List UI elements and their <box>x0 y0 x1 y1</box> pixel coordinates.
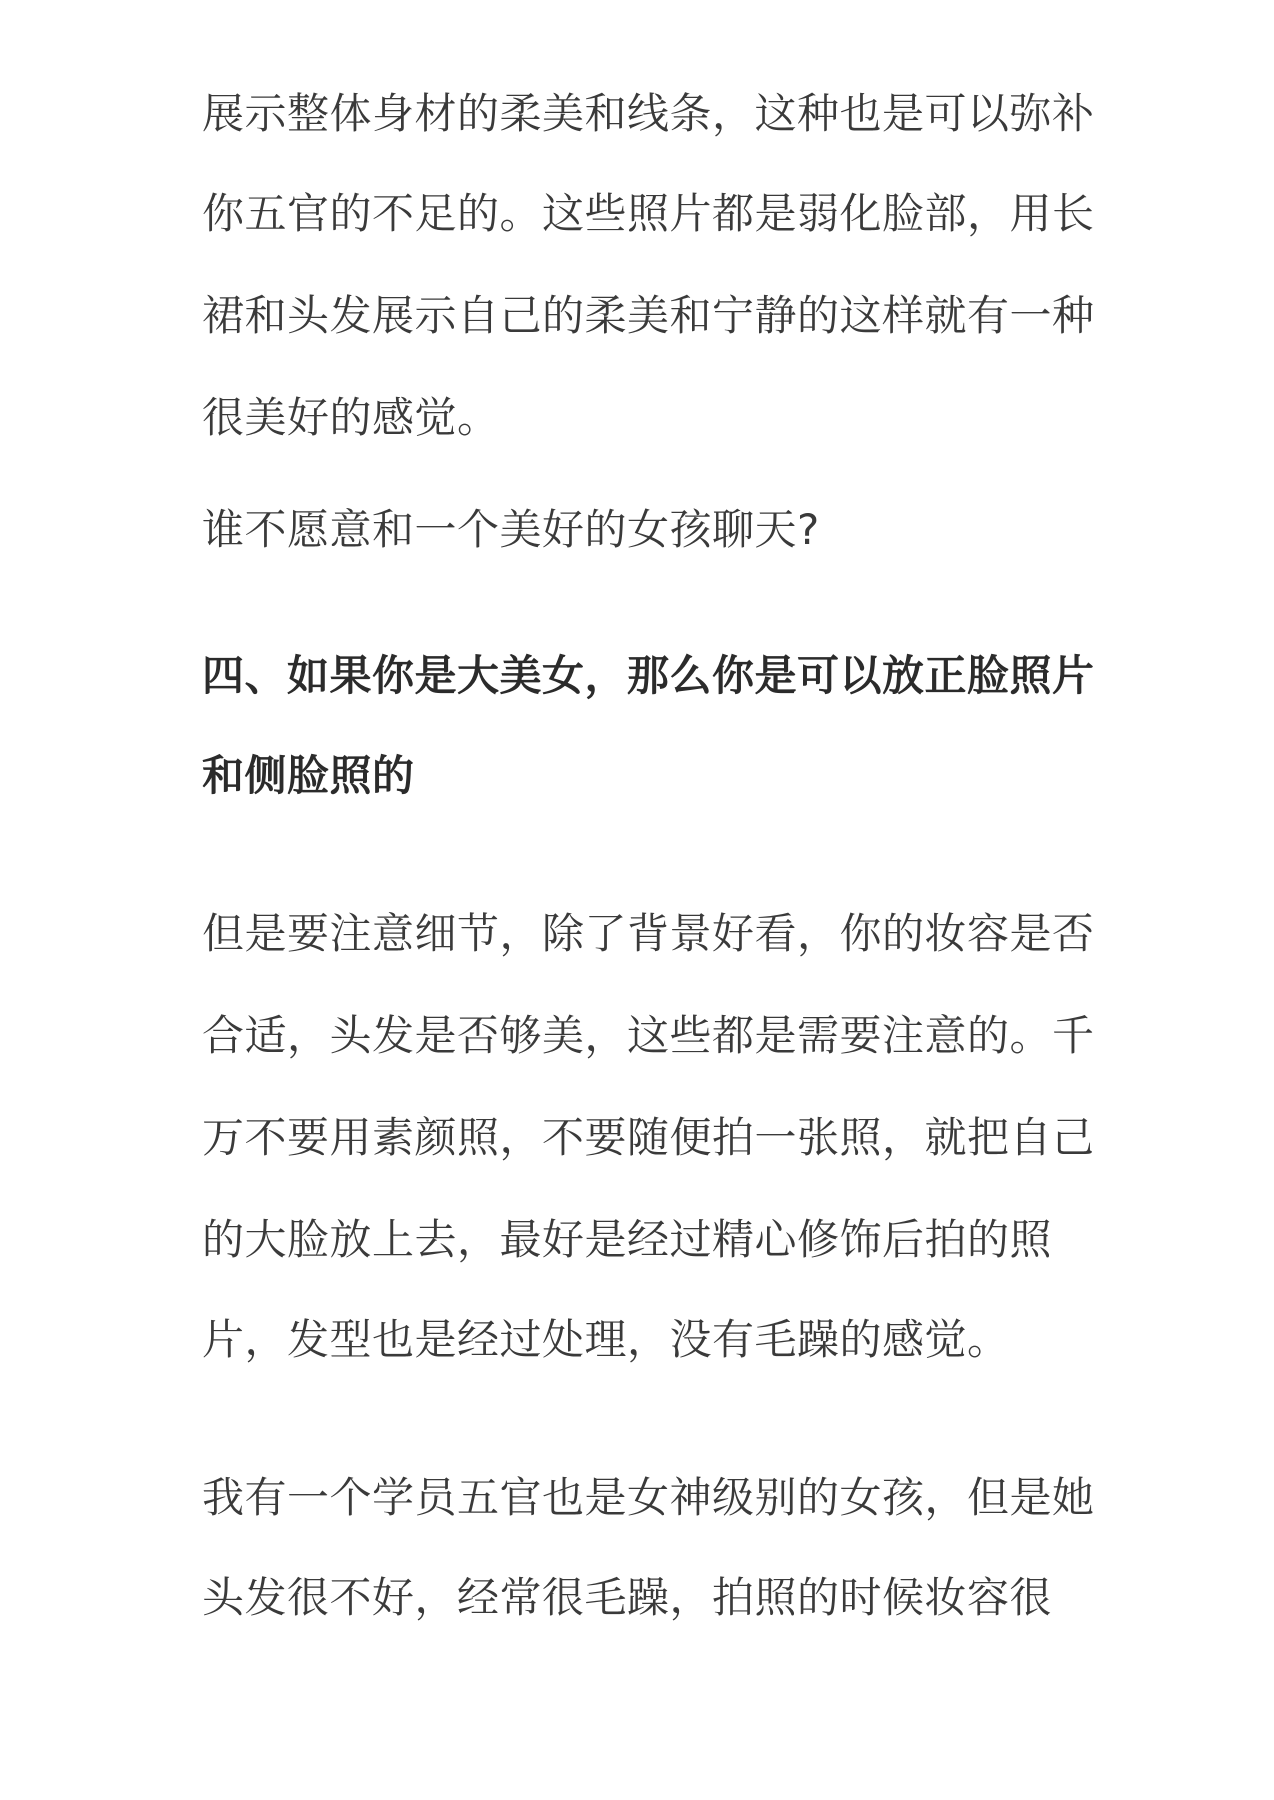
paragraph-question: 谁不愿意和一个美好的女孩聊天? <box>202 505 820 554</box>
text-line: 头发很不好，经常很毛躁，拍照的时候妆容很 <box>202 1573 1053 1622</box>
text-line: 万不要用素颜照，不要随便拍一张照，就把自己 <box>202 1113 1095 1162</box>
text-line: 你五官的不足的。这些照片都是弱化脸部，用长 <box>202 189 1095 238</box>
heading-line: 和侧脸照的 <box>202 751 415 800</box>
text-line: 很美好的感觉。 <box>202 393 500 442</box>
heading-line: 四、如果你是大美女，那么你是可以放正脸照片 <box>202 651 1095 700</box>
text-line: 裙和头发展示自己的柔美和宁静的这样就有一种 <box>202 291 1095 340</box>
text-line: 片，发型也是经过处理，没有毛躁的感觉。 <box>202 1315 1010 1364</box>
text-line: 我有一个学员五官也是女神级别的女孩，但是她 <box>202 1473 1095 1522</box>
text-line: 但是要注意细节，除了背景好看，你的妆容是否 <box>202 909 1095 958</box>
text-line: 的大脸放上去，最好是经过精心修饰后拍的照 <box>202 1215 1053 1264</box>
text-line: 合适，头发是否够美，这些都是需要注意的。千 <box>202 1011 1095 1060</box>
text-line: 展示整体身材的柔美和线条，这种也是可以弥补 <box>202 89 1095 138</box>
